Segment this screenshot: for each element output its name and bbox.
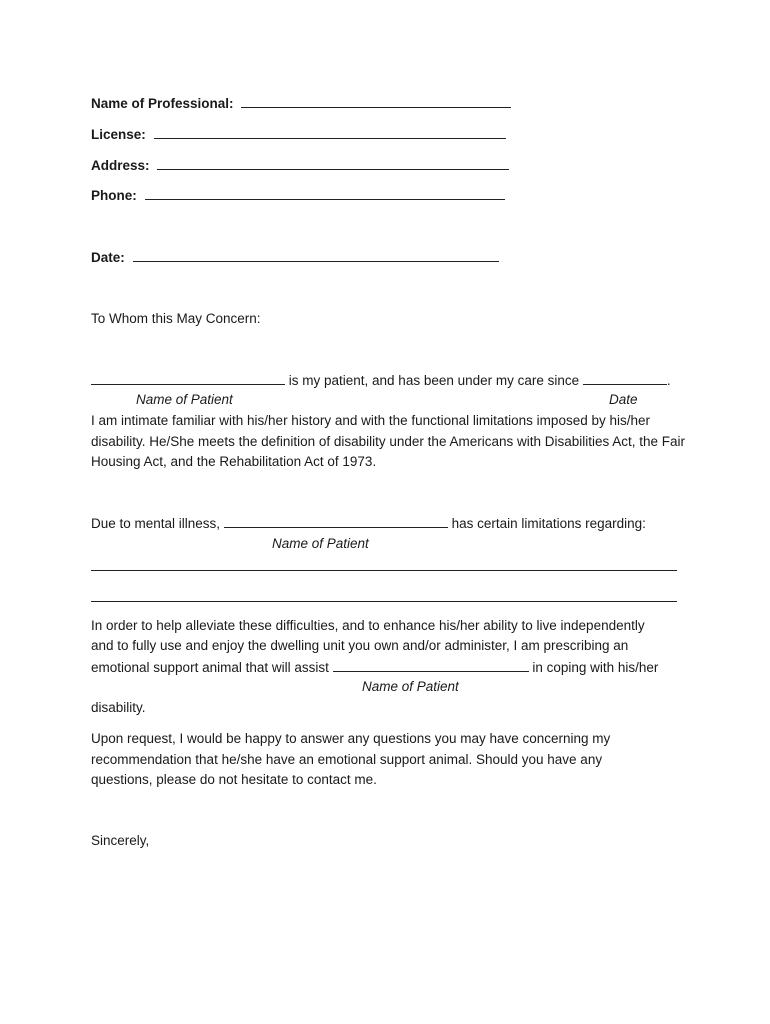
phone-blank[interactable] [145,186,505,200]
para2-line2: and to fully use and enjoy the dwelling unit you own and/or administer, I am prescribing an [91,638,629,653]
patient-line [91,371,671,390]
due-suffix: has certain limitations regarding: [447,516,646,531]
address-label: Address: [91,158,150,173]
limitations-patient-name-blank[interactable] [224,514,448,528]
salutation: To Whom this May Concern: [91,311,261,326]
para2-end: disability. [91,700,146,715]
limitations-blank-line-1[interactable] [91,570,677,571]
address-field [91,156,509,175]
limitations-blank-line-2[interactable] [91,601,677,602]
assist-patient-name-blank[interactable] [333,658,529,672]
caption-name-of-patient-2: Name of Patient [272,536,369,551]
professional-name-blank[interactable] [241,94,511,108]
patient-name-blank[interactable] [91,371,285,385]
paragraph-request: Upon request, I would be happy to answer any questions you may have concerning my recommendation that he/she have an emotional support animal. Should you have any questions, please do not hesitate to contact me. [91,731,611,787]
para2-line3-prefix: emotional support animal that will assist [91,660,333,675]
caption-date: Date [609,392,638,407]
caption-name-of-patient-3: Name of Patient [362,679,459,694]
phone-field [91,186,505,205]
para2-line1: In order to help alleviate these difficulties, and to enhance his/her ability to live independently [91,618,645,633]
paragraph-disability: I am intimate familiar with his/her history and with the functional limitations imposed by his/her disability. He/She meets the definition of disability under the Americans with Disabilities Act, the Fair Housing Act, and the Rehabilitation Act of 1973. [91,413,686,469]
patient-line-end: . [666,373,671,388]
para2-line3 [91,658,658,677]
closing: Sincerely, [91,833,150,848]
date-blank[interactable] [133,248,499,262]
professional-name-label: Name of Professional: [91,96,234,111]
professional-name-field [91,94,511,113]
date-field [91,248,499,267]
patient-line-text: is my patient, and has been under my care since [285,373,583,388]
license-blank[interactable] [154,125,506,139]
care-since-date-blank[interactable] [583,371,667,385]
date-label: Date: [91,250,125,265]
due-prefix: Due to mental illness, [91,516,224,531]
license-label: License: [91,127,146,142]
license-field [91,125,506,144]
phone-label: Phone: [91,188,137,203]
caption-name-of-patient-1: Name of Patient [136,392,233,407]
limitations-line [91,514,646,533]
para2-line3-suffix: in coping with his/her [528,660,659,675]
address-blank[interactable] [157,156,509,170]
